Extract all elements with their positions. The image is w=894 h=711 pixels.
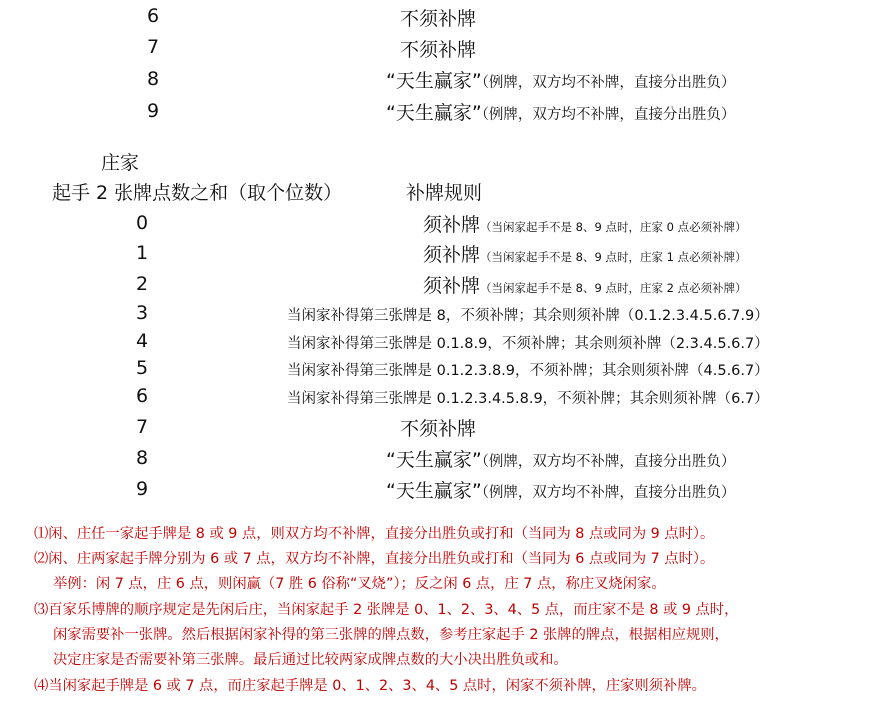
banker-row-num: 3 [135, 302, 149, 324]
rule-main: 须补牌 [423, 214, 481, 236]
banker-col-rule-header: 补牌规则 [406, 182, 483, 204]
player-row-num: 8 [146, 68, 160, 90]
player-row-rule [386, 66, 735, 93]
player-row-rule: 不须补牌 [400, 8, 477, 30]
note-line: 决定庄家是否需要补第三张牌。最后通过比较两家成牌点数的大小决出胜负或和。 [53, 652, 568, 668]
banker-row-rule: 当闲家补得第三张牌是 8，不须补牌；其余则须补牌（0.1.2.3.4.5.6.7.9） [287, 308, 769, 324]
note-line: ⑵闲、庄两家起手牌分别为 6 或 7 点，双方均不补牌，直接分出胜负或打和（当同为 6 点或同为 7 点时）。 [34, 551, 715, 567]
banker-row-num: 1 [135, 242, 149, 264]
banker-row-num: 6 [135, 385, 149, 407]
rule-main: 须补牌 [423, 275, 481, 297]
rule-note: （例牌，双方均不补牌，直接分出胜负） [481, 75, 736, 91]
banker-row-num: 5 [135, 357, 149, 379]
banker-col-sum-header: 起手 2 张牌点数之和（取个位数） [52, 182, 343, 204]
rule-main: 须补牌 [423, 244, 481, 266]
note-line: 闲家需要补一张牌。然后根据闲家补得的第三张牌的牌点数，参考庄家起手 2 张牌的牌点，根据相应规则， [53, 627, 729, 643]
banker-row-num: 4 [135, 330, 149, 352]
banker-row-rule [386, 476, 735, 503]
banker-row-num: 2 [135, 273, 149, 295]
banker-row-rule [423, 240, 747, 267]
player-row-num: 9 [146, 100, 160, 122]
rule-note: （例牌，双方均不补牌，直接分出胜负） [481, 107, 736, 123]
banker-row-num: 8 [135, 447, 149, 469]
banker-row-rule [423, 271, 747, 298]
banker-row-rule: 当闲家补得第三张牌是 0.1.8.9，不须补牌；其余则须补牌（2.3.4.5.6.7） [287, 336, 769, 352]
player-row-num: 7 [146, 36, 160, 58]
note-line: ⑶百家乐博牌的顺序规定是先闲后庄，当闲家起手 2 张牌是 0、1、2、3、4、5 点，而庄家不是 8 或 9 点时， [34, 602, 739, 618]
player-row-rule: 不须补牌 [400, 39, 477, 61]
player-row-num: 6 [146, 5, 160, 27]
rule-note: （当闲家起手不是 8、9 点时，庄家 1 点必须补牌） [480, 250, 747, 264]
banker-row-rule: 当闲家补得第三张牌是 0.1.2.3.8.9，不须补牌；其余则须补牌（4.5.6.7） [287, 363, 769, 379]
banker-row-num: 0 [135, 212, 149, 234]
note-line: 举例：闲 7 点，庄 6 点，则闲赢（7 胜 6 俗称“叉烧”）；反之闲 6 点，庄 7 点，称庄叉烧闲家。 [53, 576, 666, 592]
rule-main: “天生赢家” [386, 70, 482, 92]
banker-title: 庄家 [101, 152, 140, 174]
rule-note: （例牌，双方均不补牌，直接分出胜负） [481, 454, 736, 470]
note-line: ⑴闲、庄任一家起手牌是 8 或 9 点，则双方均不补牌，直接分出胜负或打和（当同为 8 点或同为 9 点时）。 [34, 526, 715, 542]
rule-note: （当闲家起手不是 8、9 点时，庄家 0 点必须补牌） [480, 220, 747, 234]
player-row-rule [386, 98, 735, 125]
banker-row-rule: 不须补牌 [400, 418, 477, 440]
note-line: ⑷当闲家起手牌是 6 或 7 点，而庄家起手牌是 0、1、2、3、4、5 点时，闲家不须补牌，庄家则须补牌。 [34, 678, 706, 694]
banker-row-rule [423, 210, 747, 237]
rule-note: （当闲家起手不是 8、9 点时，庄家 2 点必须补牌） [480, 281, 747, 295]
rule-note: （例牌，双方均不补牌，直接分出胜负） [481, 485, 736, 501]
banker-row-rule: 当闲家补得第三张牌是 0.1.2.3.4.5.8.9，不须补牌；其余则须补牌（6.7） [287, 391, 769, 407]
rule-main: “天生赢家” [386, 449, 482, 471]
banker-row-rule [386, 445, 735, 472]
rule-main: “天生赢家” [386, 480, 482, 502]
banker-row-num: 7 [135, 416, 149, 438]
banker-row-num: 9 [135, 478, 149, 500]
rule-main: “天生赢家” [386, 102, 482, 124]
